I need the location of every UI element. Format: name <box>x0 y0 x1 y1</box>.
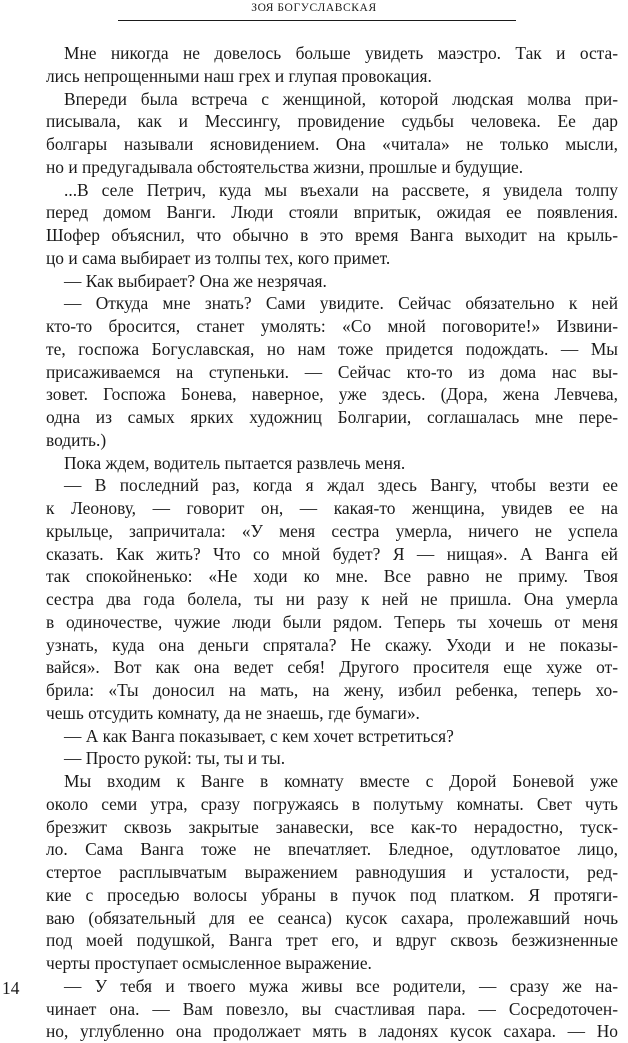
text-line: присаживаемся на ступеньки. — Сейчас кто-то из дома нас вы- <box>46 361 618 382</box>
text-line: чешь отсудить комнату, да не знаешь, где бумаги». <box>46 702 420 723</box>
text-line: писывала, как и Мессингу, провидение судьбы человека. Ее дар <box>46 111 618 132</box>
text-line: болгары называли ясновидением. Она «читала» не только мысли, <box>46 134 618 154</box>
text-line: под моей подушкой, Ванга трет его, и вдруг сквозь безжизненные <box>46 930 618 951</box>
text-line: Мы входим к Ванге в комнату вместе с Дорой Боневой уже <box>64 771 618 791</box>
text-line: ваю (обязательный для ее сеанса) кусок сахара, пролежавший ночь <box>46 907 618 928</box>
text-line: так спокойненько: «Не ходи ко мне. Все равно не приму. Твоя <box>46 566 618 587</box>
text-line: Пока ждем, водитель пытается развлечь меня. <box>64 452 406 473</box>
text-line: — Просто рукой: ты, ты и ты. <box>64 748 286 769</box>
text-line: Шофер объяснил, что обычно в это время Ванга выходит на крыль- <box>46 225 618 245</box>
text-line: ло. Сама Ванга тоже не впечатляет. Бледное, одутловатое лицо, <box>46 839 618 860</box>
text-line: узнать, куда она деньги спрятала? Не скажу. Уходи и не показы- <box>46 634 618 655</box>
text-line: перед домом Ванги. Люди стояли впритык, ожидая ее появления. <box>46 202 618 223</box>
text-line: чинает она. — Вам повезло, вы счастливая пара. — Сосредоточен- <box>46 998 618 1019</box>
text-line: к Леонову, — говорит он, — какая-то женщина, увидев ее на <box>46 498 618 518</box>
text-line: — А как Ванга показывает, с кем хочет встретиться? <box>64 725 454 746</box>
text-line: крыльце, запричитала: «У меня сестра умерла, ничего не успела <box>46 520 618 541</box>
text-line: брила: «Ты доносил на мать, на жену, избил ребенка, теперь хо- <box>46 680 618 700</box>
text-line: ...В селе Петрич, куда мы въехали на рассвете, я увидела толпу <box>64 179 618 200</box>
text-line: стертое расплывчатым выражением равнодушия и усталости, ред- <box>46 862 618 882</box>
text-line: — Откуда мне знать? Сами увидите. Сейчас обязательно к ней <box>64 293 618 314</box>
text-line: Мне никогда не довелось больше увидеть маэстро. Так и оста- <box>64 43 618 63</box>
text-line: но, углубленно она продолжает мять в ладонях кусок сахара. — Но <box>46 1021 618 1042</box>
text-line: Впереди была встреча с женщиной, которой людская молва при- <box>64 88 618 109</box>
running-header: ЗОЯ БОГУСЛАВСКАЯ <box>251 2 377 14</box>
text-line: кие с проседью волосы убраны в пучок под платком. Я протяги- <box>46 884 618 905</box>
text-line: в одиночестве, чужие люди были рядом. Теперь ты хочешь от меня <box>46 611 618 632</box>
text-line: около семи утра, сразу погружаясь в полутьму комнаты. Свет чуть <box>46 793 618 814</box>
text-line: кто-то бросится, станет умолять: «Со мной поговорите!» Извини- <box>46 316 618 336</box>
text-line: — Как выбирает? Она же незрячая. <box>64 270 327 291</box>
text-line: сказать. Как жить? Что со мной будет? Я — нищая». А Ванга ей <box>46 543 618 564</box>
text-line: вайся». Вот как она ведет себя! Другого просителя еще хуже от- <box>46 657 618 678</box>
text-line: лись непрощенными наш грех и глупая провокация. <box>46 65 432 86</box>
text-line: водить.) <box>46 429 107 450</box>
text-line: одна из самых ярких художниц Болгарии, соглашалась мне пере- <box>46 407 618 427</box>
page-number: 14 <box>2 978 20 998</box>
text-line: — В последний раз, когда я ждал здесь Вангу, чтобы везти ее <box>64 475 618 496</box>
text-line: — У тебя и твоего мужа живы все родители, — сразу же на- <box>64 975 618 996</box>
header-rule <box>118 20 516 21</box>
text-line: брезжит сквозь закрытые занавески, все как-то нерадостно, туск- <box>46 816 618 837</box>
body-text <box>46 42 618 1043</box>
text-line: цо и сама выбирает из толпы тех, кого примет. <box>46 247 391 268</box>
text-line: те, госпожа Богуславская, но нам тоже придется подождать. — Мы <box>46 338 618 359</box>
text-line: черты проступает осмысленное выражение. <box>46 953 372 973</box>
text-line: сестра два года болела, ты ни разу к ней не пришла. Она умерла <box>46 589 618 609</box>
text-line: но и предугадывала обстоятельства жизни, прошлые и будущие. <box>46 156 524 177</box>
text-line: зовет. Госпожа Бонева, наверное, уже здесь. (Дора, жена Левчева, <box>46 384 618 405</box>
